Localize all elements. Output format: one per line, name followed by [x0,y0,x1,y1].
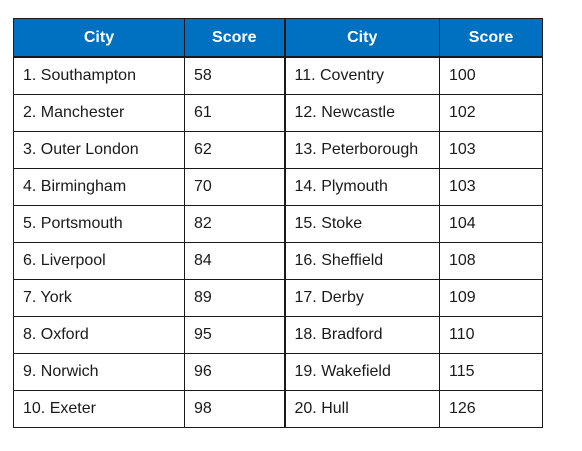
cell-city: 19. Wakefield [285,354,440,391]
table-row [14,206,543,243]
cell-score: 108 [440,243,543,280]
table-row [14,317,543,354]
table-row [14,243,543,280]
cell-city: 1. Southampton [14,57,185,95]
cell-score: 61 [185,95,285,132]
cell-score: 115 [440,354,543,391]
header-city-right: City [285,19,440,58]
table-body [14,57,543,428]
cell-score: 103 [440,169,543,206]
cell-score: 110 [440,317,543,354]
cell-score: 96 [185,354,285,391]
table-row [14,132,543,169]
table-row [14,280,543,317]
table-row [14,354,543,391]
cell-score: 102 [440,95,543,132]
cell-score: 62 [185,132,285,169]
cell-city: 12. Newcastle [285,95,440,132]
table-row [14,391,543,428]
cell-score: 84 [185,243,285,280]
table-row [14,57,543,95]
header-city-left: City [14,19,185,58]
cell-city: 15. Stoke [285,206,440,243]
cell-score: 95 [185,317,285,354]
cell-score: 104 [440,206,543,243]
cell-score: 82 [185,206,285,243]
cell-city: 5. Portsmouth [14,206,185,243]
cell-score: 100 [440,57,543,95]
cell-city: 20. Hull [285,391,440,428]
cell-city: 17. Derby [285,280,440,317]
cell-city: 3. Outer London [14,132,185,169]
cell-score: 98 [185,391,285,428]
cell-city: 10. Exeter [14,391,185,428]
cell-score: 58 [185,57,285,95]
table-row [14,169,543,206]
cell-city: 8. Oxford [14,317,185,354]
cell-score: 89 [185,280,285,317]
table-header [14,19,543,58]
cell-city: 14. Plymouth [285,169,440,206]
cell-score: 70 [185,169,285,206]
cell-city: 2. Manchester [14,95,185,132]
cell-city: 11. Coventry [285,57,440,95]
cell-city: 7. York [14,280,185,317]
cell-city: 18. Bradford [285,317,440,354]
cell-score: 126 [440,391,543,428]
cell-score: 103 [440,132,543,169]
table-row [14,95,543,132]
header-score-left: Score [185,19,285,58]
cell-city: 9. Norwich [14,354,185,391]
header-score-right: Score [440,19,543,58]
cell-score: 109 [440,280,543,317]
cell-city: 6. Liverpool [14,243,185,280]
city-score-table [13,18,543,428]
cell-city: 16. Sheffield [285,243,440,280]
cell-city: 4. Birmingham [14,169,185,206]
header-row [14,19,543,58]
cell-city: 13. Peterborough [285,132,440,169]
